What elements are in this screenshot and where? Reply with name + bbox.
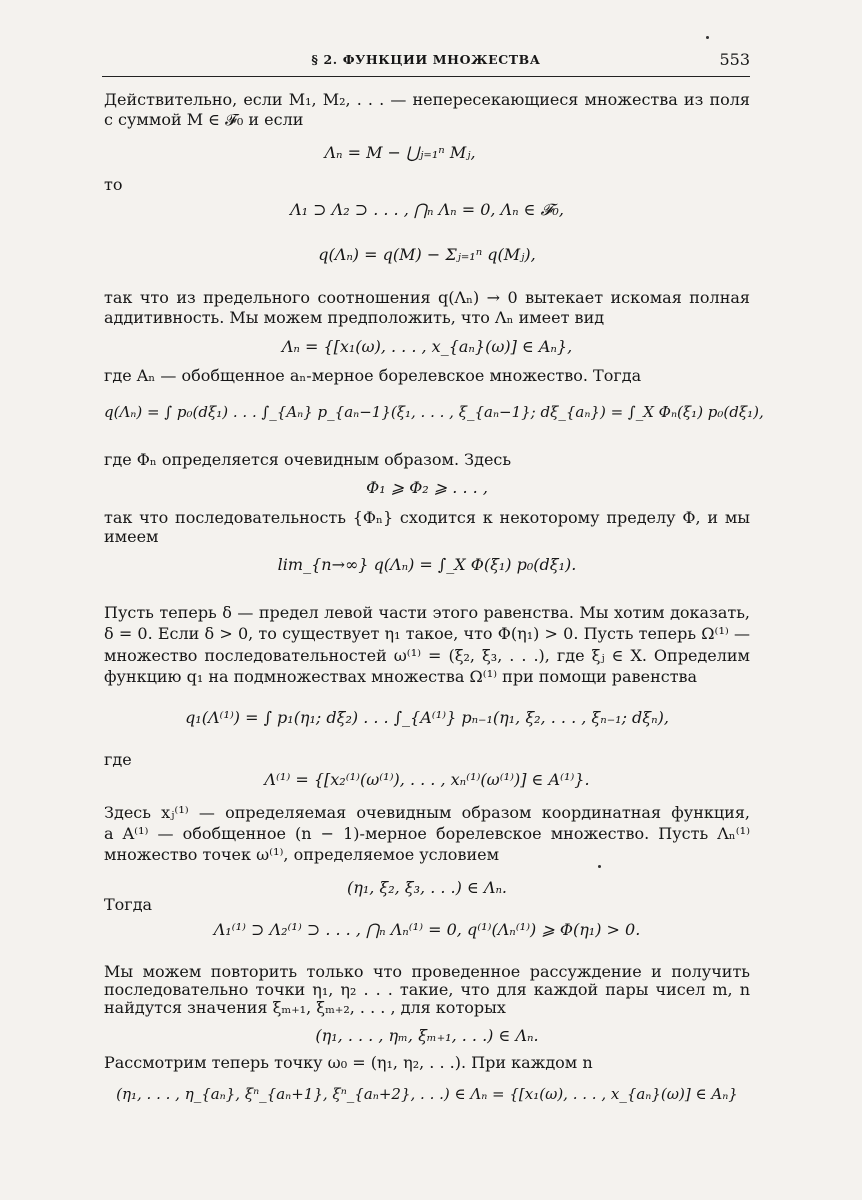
text-line: δ = 0. Если δ > 0, то существует η₁ такое, что Φ(η₁) > 0. Пусть теперь Ω⁽¹⁾ —: [104, 624, 750, 643]
page-number: 553: [719, 50, 750, 69]
text-line: Пусть теперь δ — предел левой части этого равенства. Мы хотим доказать,: [104, 603, 750, 622]
text-line: так что из предельного соотношения q(Λₙ) → 0 вытекает искомая полная: [104, 288, 750, 307]
text-line: Рассмотрим теперь точку ω₀ = (η₁, η₂, . . .). При каждом n: [104, 1053, 593, 1072]
page-header: [102, 50, 750, 77]
text-line: где Aₙ — обобщенное aₙ-мерное борелевское множество. Тогда: [104, 366, 642, 385]
text-line: найдутся значения ξₘ₊₁, ξₘ₊₂, . . . , для которых: [104, 998, 506, 1017]
text-line: Действительно, если M₁, M₂, . . . — непересекающиеся множества из поля: [104, 90, 750, 109]
equation: q(Λₙ) = q(M) − Σⱼ₌₁ⁿ q(Mⱼ),: [318, 245, 536, 264]
print-speck: [598, 865, 601, 868]
text-line: с суммой M ∈ 𝓕₀ и если: [104, 110, 304, 129]
text-line: где Φₙ определяется очевидным образом. Здесь: [104, 450, 512, 469]
text-line: последовательно точки η₁, η₂ . . . такие, что для каждой пары чисел m, n: [104, 980, 750, 999]
text-line: функцию q₁ на подмножествах множества Ω⁽¹⁾ при помощи равенства: [104, 667, 698, 686]
equation: Λₙ = {[x₁(ω), . . . , x_{aₙ}(ω)] ∈ Aₙ},: [281, 337, 573, 356]
text-line: имеем: [104, 527, 159, 546]
text-line: а A⁽¹⁾ — обобщенное (n − 1)-мерное борелевское множество. Пусть Λₙ⁽¹⁾: [104, 824, 750, 843]
equation: Φ₁ ⩾ Φ₂ ⩾ . . . ,: [366, 478, 488, 497]
text-line: то: [104, 175, 123, 194]
equation: (η₁, . . . , ηₘ, ξₘ₊₁, . . .) ∈ Λₙ.: [315, 1026, 539, 1045]
running-head: § 2. ФУНКЦИИ МНОЖЕСТВА: [311, 52, 541, 67]
equation: Λ₁⁽¹⁾ ⊃ Λ₂⁽¹⁾ ⊃ . . . , ⋂ₙ Λₙ⁽¹⁾ = 0, q⁽¹⁾(Λₙ⁽¹⁾) ⩾ Φ(η₁) > 0.: [213, 920, 641, 939]
equation: Λ⁽¹⁾ = {[x₂⁽¹⁾(ω⁽¹⁾), . . . , xₙ⁽¹⁾(ω⁽¹⁾)] ∈ A⁽¹⁾}.: [264, 770, 590, 789]
equation: q(Λₙ) = ∫ p₀(dξ₁) . . . ∫_{Aₙ} p_{aₙ−1}(ξ₁, . . . , ξ_{aₙ−1}; dξ_{aₙ}) = ∫_X Φₙ(ξ₁) p₀(dξ₁),: [104, 403, 764, 421]
text-line: Здесь xⱼ⁽¹⁾ — определяемая очевидным образом координатная функция,: [104, 803, 750, 822]
equation: (η₁, ξ₂, ξ₃, . . .) ∈ Λₙ.: [346, 878, 508, 897]
equation: Λ₁ ⊃ Λ₂ ⊃ . . . , ⋂ₙ Λₙ = 0, Λₙ ∈ 𝓕₀,: [290, 200, 564, 219]
text-line: где: [104, 750, 132, 769]
equation: q₁(Λ⁽¹⁾) = ∫ p₁(η₁; dξ₂) . . . ∫_{A⁽¹⁾} pₙ₋₁(η₁, ξ₂, . . . , ξₙ₋₁; dξₙ),: [185, 708, 669, 727]
text-line: множество последовательностей ω⁽¹⁾ = (ξ₂, ξ₃, . . .), где ξⱼ ∈ X. Определим: [104, 646, 750, 665]
text-line: Тогда: [104, 895, 153, 914]
equation: Λₙ = M − ⋃ⱼ₌₁ⁿ Mⱼ,: [324, 143, 476, 162]
text-line: так что последовательность {Φₙ} сходится к некоторому пределу Φ, и мы: [104, 508, 750, 527]
text-line: Мы можем повторить только что проведенное рассуждение и получить: [104, 962, 750, 981]
text-line: множество точек ω⁽¹⁾, определяемое условием: [104, 845, 500, 864]
equation: (η₁, . . . , η_{aₙ}, ξⁿ_{aₙ+1}, ξⁿ_{aₙ+2}, . . .) ∈ Λₙ = {[x₁(ω), . . . , x_{aₙ}(ω)] ∈ Aₙ}: [116, 1085, 738, 1103]
text-line: аддитивность. Мы можем предположить, что Λₙ имеет вид: [104, 308, 605, 327]
equation: lim_{n→∞} q(Λₙ) = ∫_X Φ(ξ₁) p₀(dξ₁).: [277, 555, 577, 574]
print-speck: [706, 36, 709, 39]
